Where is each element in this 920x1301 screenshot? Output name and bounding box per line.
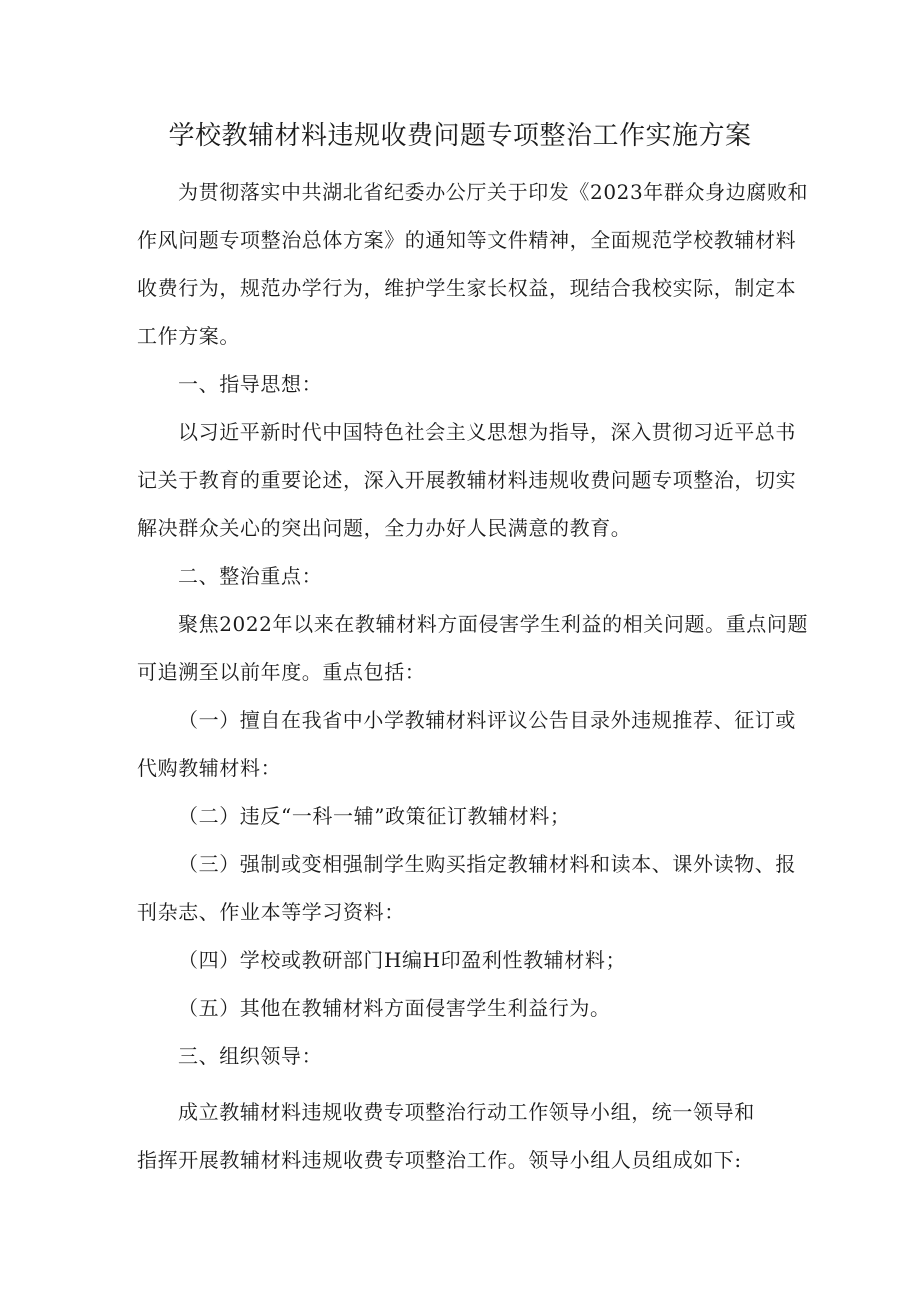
section-3-line-2: 指挥开展教辅材料违规收费专项整治工作。领导小组人员组成如下: [137, 1148, 742, 1172]
section-2-line-2: 可追溯至以前年度。重点包括： [137, 660, 426, 684]
section-1-line-3: 解决群众关心的突出问题，全力办好人民满意的教育。 [137, 516, 632, 540]
item-4: （四）学校或教研部门H编H印盈利性教辅材料； [178, 948, 627, 972]
section-1-heading: 一、指导思想： [178, 372, 323, 396]
item-3-line-2: 刊杂志、作业本等学习资料： [137, 900, 405, 924]
section-2-line-1: 聚焦2022年以来在教辅材料方面侵害学生利益的相关问题。重点问题 [178, 612, 809, 636]
item-1-line-1: （一）擅自在我省中小学教辅材料评议公告目录外违规推荐、征订或 [178, 708, 796, 732]
section-1-line-2: 记关于教育的重要论述，深入开展教辅材料违规收费问题专项整治，切实 [137, 468, 797, 492]
item-3-line-1: （三）强制或变相强制学生购买指定教辅材料和读本、课外读物、报 [178, 852, 796, 876]
item-5: （五）其他在教辅材料方面侵害学生利益行为。 [178, 996, 611, 1020]
intro-line-1: 为贯彻落实中共湖北省纪委办公厅关于印发《2023年群众身边腐败和 [178, 180, 809, 204]
section-3-heading: 三、组织领导： [178, 1044, 323, 1068]
item-1-line-2: 代购教辅材料： [137, 756, 282, 780]
section-2-heading: 二、整治重点： [178, 564, 323, 588]
intro-line-4: 工作方案。 [137, 324, 240, 348]
intro-line-2: 作风问题专项整治总体方案》的通知等文件精神，全面规范学校教辅材料 [137, 228, 797, 252]
document-title: 学校教辅材料违规收费问题专项整治工作实施方案 [168, 121, 752, 151]
section-3-line-1: 成立教辅材料违规收费专项整治行动工作领导小组，统一领导和 [178, 1100, 755, 1124]
intro-line-3: 收费行为，规范办学行为，维护学生家长权益，现结合我校实际，制定本 [137, 276, 797, 300]
section-1-line-1: 以习近平新时代中国特色社会主义思想为指导，深入贯彻习近平总书 [178, 420, 796, 444]
item-2: （二）违反“一科一辅”政策征订教辅材料； [178, 804, 571, 828]
